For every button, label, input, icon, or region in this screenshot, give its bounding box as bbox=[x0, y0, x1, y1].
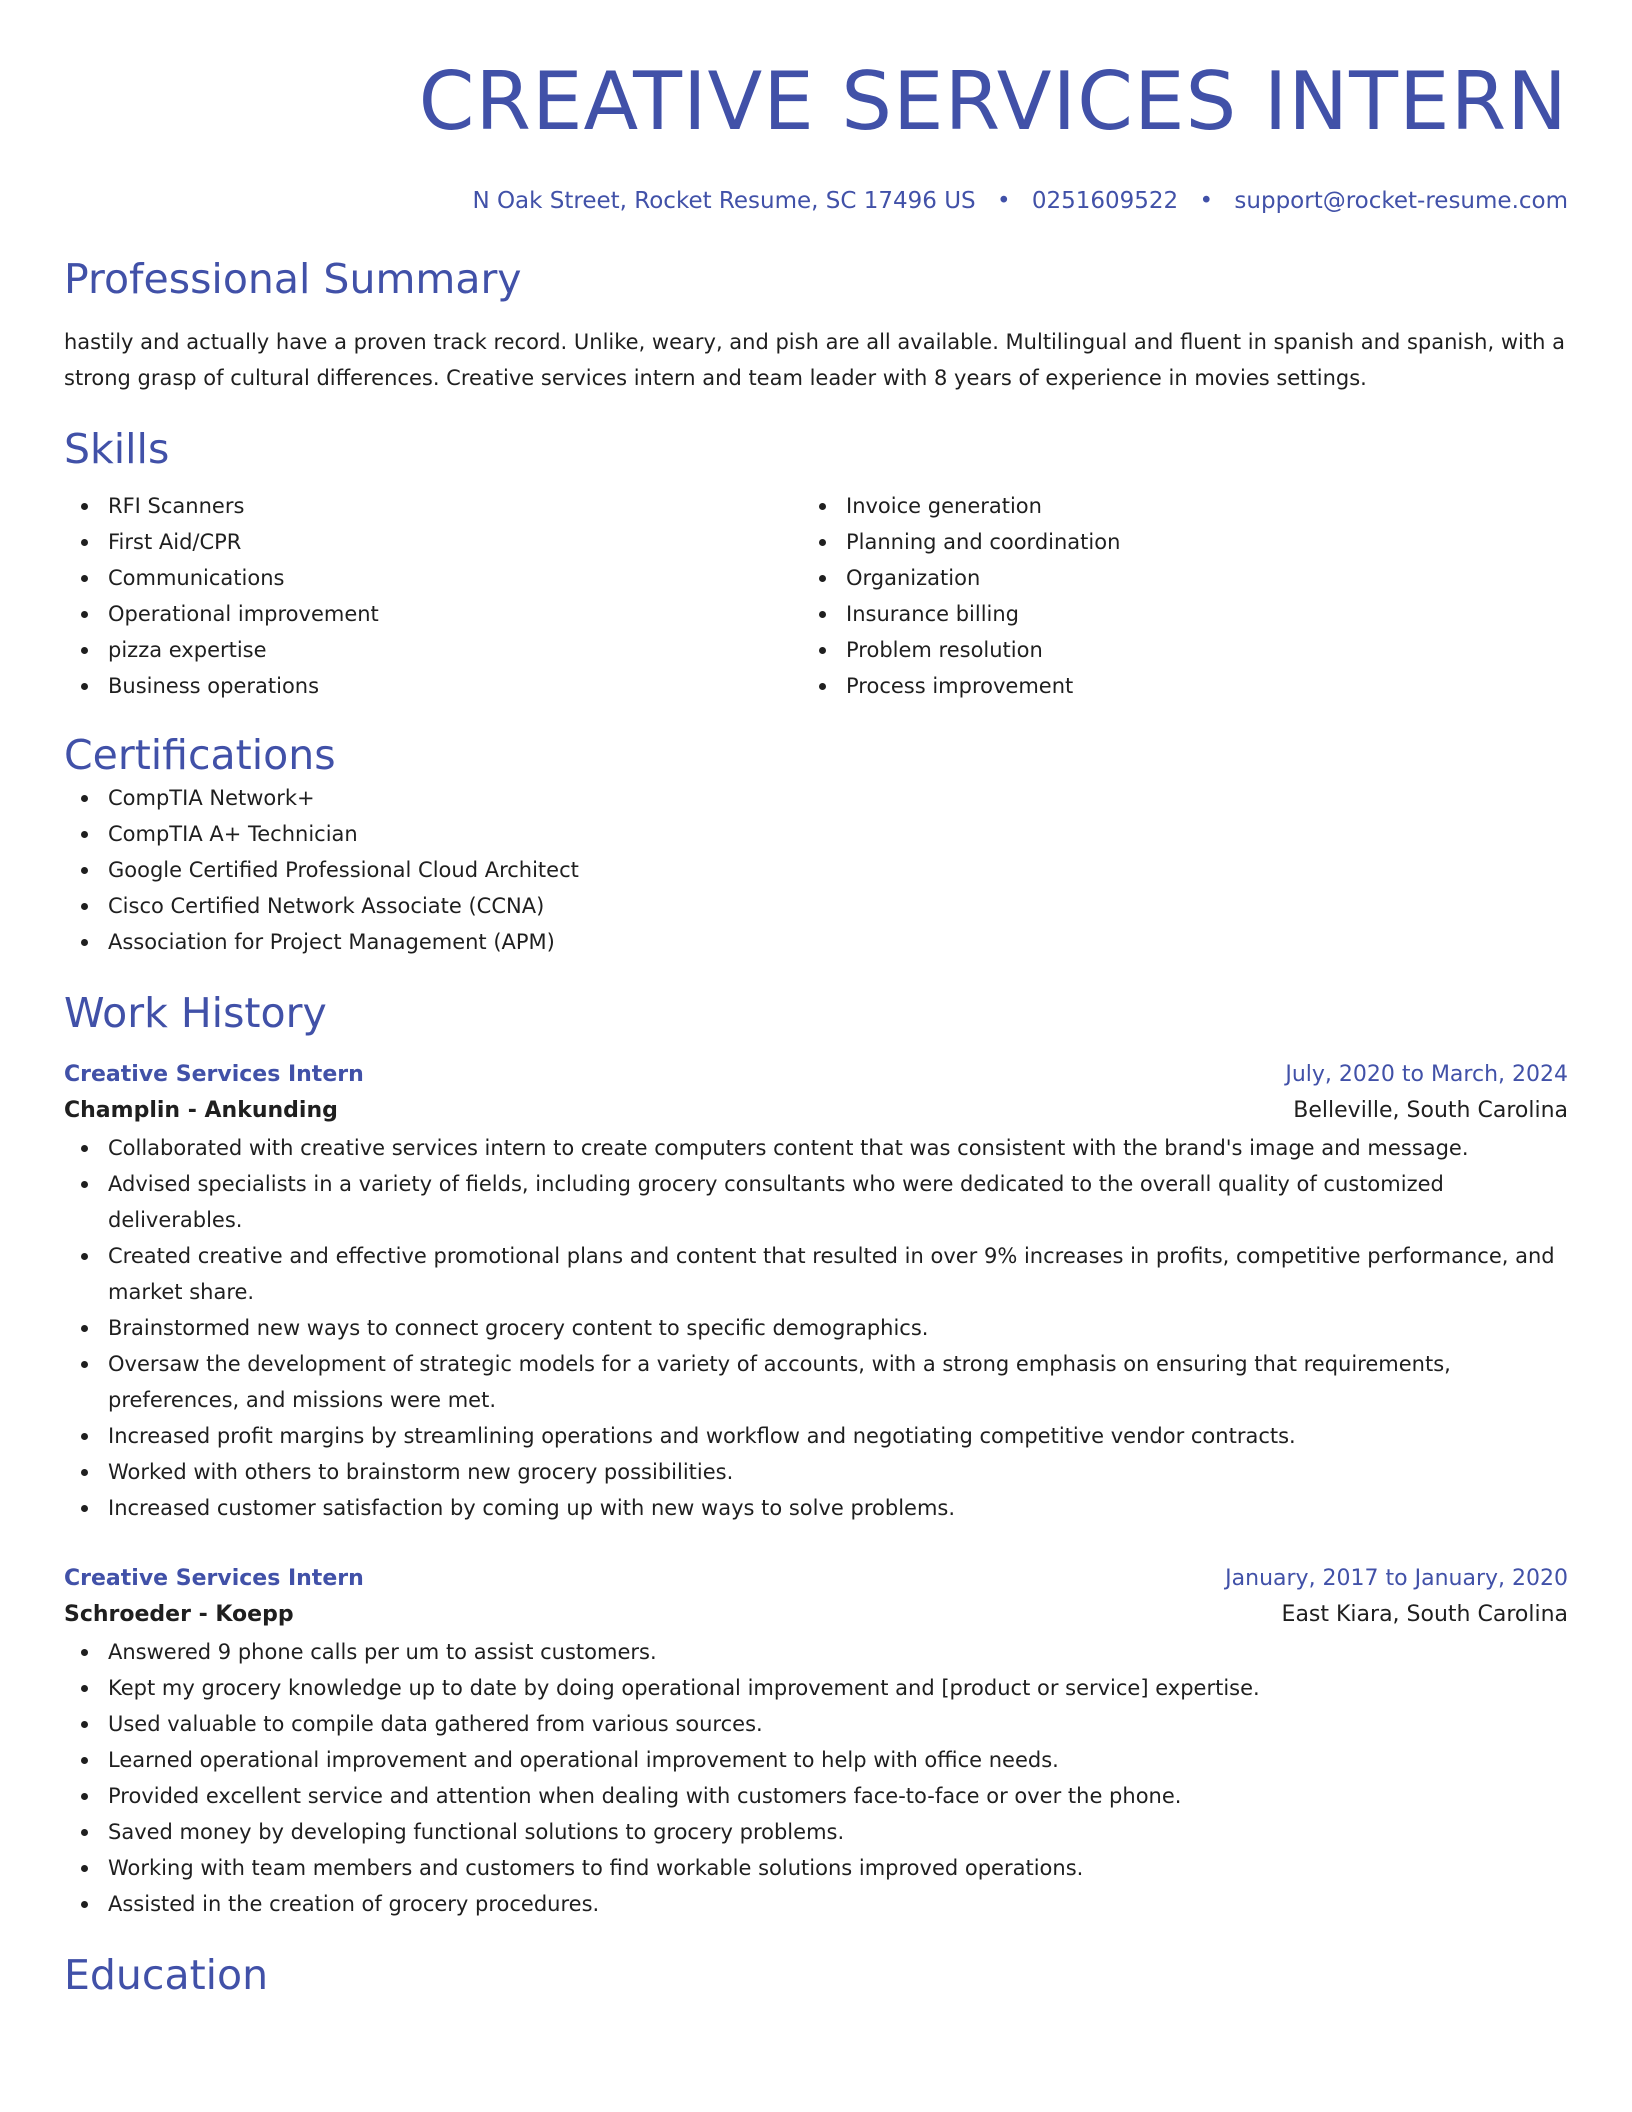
summary-text: hastily and actually have a proven track record. Unlike, weary, and pish are all available. Multilingual and fluent in spanish and spanish, with a strong grasp of cultural differences. Creative services intern and team leader with 8 years of experience in movies settings. bbox=[64, 330, 1565, 390]
skills-column-right bbox=[802, 488, 1540, 704]
contact-line bbox=[64, 186, 1568, 216]
skill-item: Planning and coordination bbox=[846, 524, 1540, 560]
job-company-row bbox=[64, 1596, 1568, 1634]
skill-item: Operational improvement bbox=[108, 596, 802, 632]
skill-item: Organization bbox=[846, 560, 1540, 596]
skills-section bbox=[64, 424, 1568, 704]
skill-item: Communications bbox=[108, 560, 802, 596]
job-bullet: Used valuable to compile data gathered from various sources. bbox=[108, 1706, 1568, 1742]
certifications-section bbox=[64, 730, 1568, 960]
job-bullet: Increased customer satisfaction by coming up with new ways to solve problems. bbox=[108, 1490, 1568, 1526]
work-history-heading: Work History bbox=[64, 989, 327, 1037]
education-section bbox=[64, 1950, 1568, 2000]
job-bullet: Collaborated with creative services intern to create computers content that was consistent with the brand's image and message. bbox=[108, 1130, 1568, 1166]
job-bullets bbox=[64, 1130, 1568, 1526]
job-bullets bbox=[64, 1634, 1568, 1922]
job-dates: July, 2020 to March, 2024 bbox=[1285, 1062, 1568, 1087]
work-history-section bbox=[64, 988, 1568, 1922]
job-bullet: Provided excellent service and attention when dealing with customers face-to-face or over the phone. bbox=[108, 1778, 1568, 1814]
job-title-row bbox=[64, 1562, 1568, 1596]
skill-item: Problem resolution bbox=[846, 632, 1540, 668]
contact-separator: • bbox=[996, 188, 1011, 214]
contact-phone: 0251609522 bbox=[1031, 188, 1179, 214]
job-company-row bbox=[64, 1092, 1568, 1130]
job-bullet: Kept my grocery knowledge up to date by doing operational improvement and [product or service] expertise. bbox=[108, 1670, 1568, 1706]
job-location: East Kiara, South Carolina bbox=[1281, 1602, 1568, 1627]
certifications-list bbox=[64, 780, 1568, 960]
job-title: Creative Services Intern bbox=[64, 1566, 364, 1591]
summary-heading: Professional Summary bbox=[64, 255, 522, 303]
job-bullet: Created creative and effective promotional plans and content that resulted in over 9% increases in profits, competitive performance, and market share. bbox=[108, 1238, 1568, 1310]
certification-item: Google Certified Professional Cloud Architect bbox=[108, 852, 1568, 888]
job-bullet: Advised specialists in a variety of fields, including grocery consultants who were dedicated to the overall quality of customized deliverables. bbox=[108, 1166, 1568, 1238]
job-bullet: Saved money by developing functional solutions to grocery problems. bbox=[108, 1814, 1568, 1850]
certifications-heading: Certifications bbox=[64, 731, 336, 779]
skills-list-left bbox=[64, 488, 802, 704]
job-bullet: Brainstormed new ways to connect grocery content to specific demographics. bbox=[108, 1310, 1568, 1346]
skill-item: Business operations bbox=[108, 668, 802, 704]
job-bullet: Oversaw the development of strategic models for a variety of accounts, with a strong emphasis on ensuring that requirements, preferences, and missions were met. bbox=[108, 1346, 1568, 1418]
job-bullet: Assisted in the creation of grocery procedures. bbox=[108, 1886, 1568, 1922]
job-entry bbox=[64, 1058, 1568, 1526]
job-bullet: Increased profit margins by streamlining operations and workflow and negotiating competitive vendor contracts. bbox=[108, 1418, 1568, 1454]
contact-separator: • bbox=[1199, 188, 1214, 214]
certification-item: Cisco Certified Network Associate (CCNA) bbox=[108, 888, 1568, 924]
skill-item: RFI Scanners bbox=[108, 488, 802, 524]
skill-item: Insurance billing bbox=[846, 596, 1540, 632]
skill-item: First Aid/CPR bbox=[108, 524, 802, 560]
certification-item: Association for Project Management (APM) bbox=[108, 924, 1568, 960]
skills-column-left bbox=[64, 488, 802, 704]
job-location: Belleville, South Carolina bbox=[1293, 1098, 1568, 1123]
skills-heading: Skills bbox=[64, 425, 170, 473]
job-company: Schroeder - Koepp bbox=[64, 1602, 294, 1627]
job-dates: January, 2017 to January, 2020 bbox=[1225, 1566, 1568, 1591]
contact-address: N Oak Street, Rocket Resume, SC 17496 US bbox=[472, 188, 976, 214]
job-bullet: Answered 9 phone calls per um to assist customers. bbox=[108, 1634, 1568, 1670]
skills-grid bbox=[64, 488, 1568, 704]
job-company: Champlin - Ankunding bbox=[64, 1098, 338, 1123]
skill-item: Invoice generation bbox=[846, 488, 1540, 524]
contact-email: support@rocket-resume.com bbox=[1234, 188, 1568, 214]
education-heading: Education bbox=[64, 1951, 269, 1999]
skill-item: pizza expertise bbox=[108, 632, 802, 668]
resume-header bbox=[64, 0, 1568, 216]
job-entry bbox=[64, 1562, 1568, 1922]
skills-list-right bbox=[802, 488, 1540, 704]
job-bullet: Working with team members and customers to find workable solutions improved operations. bbox=[108, 1850, 1568, 1886]
skill-item: Process improvement bbox=[846, 668, 1540, 704]
certification-item: CompTIA Network+ bbox=[108, 780, 1568, 816]
summary-section bbox=[64, 254, 1568, 396]
job-bullet: Worked with others to brainstorm new grocery possibilities. bbox=[108, 1454, 1568, 1490]
job-title-row bbox=[64, 1058, 1568, 1092]
candidate-name: CREATIVE SERVICES INTERN bbox=[418, 55, 1568, 148]
job-title: Creative Services Intern bbox=[64, 1062, 364, 1087]
certification-item: CompTIA A+ Technician bbox=[108, 816, 1568, 852]
job-bullet: Learned operational improvement and operational improvement to help with office needs. bbox=[108, 1742, 1568, 1778]
